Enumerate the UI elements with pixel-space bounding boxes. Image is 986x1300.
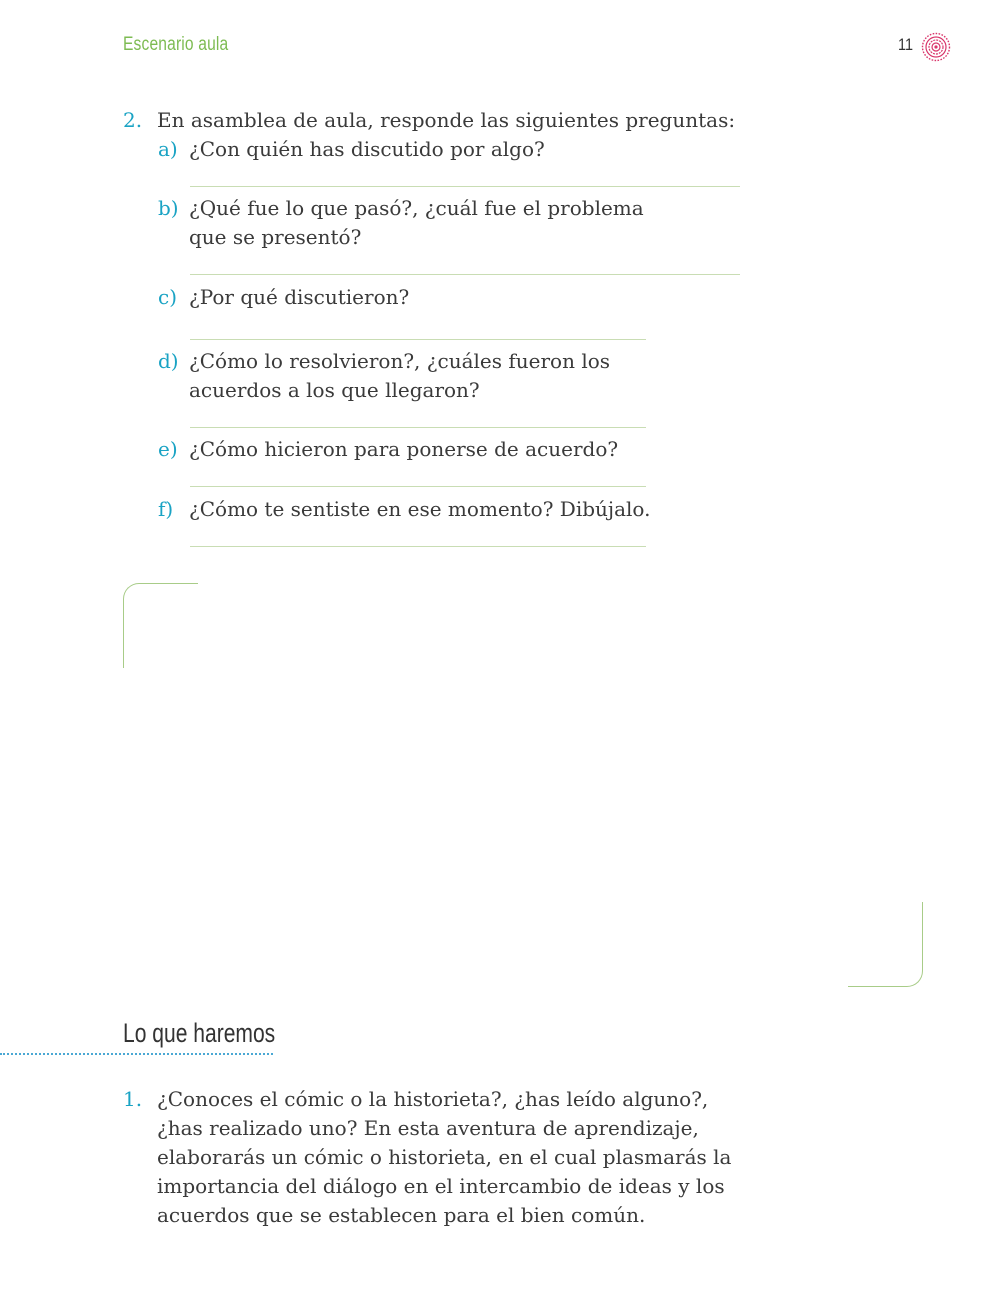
drawing-area-corner-bottom-right: [848, 902, 923, 987]
sub-question-c: [158, 283, 718, 312]
section-header: Escenario aula: [123, 34, 229, 55]
sub-question-letter: a): [158, 137, 178, 161]
sub-question-f: [158, 495, 718, 524]
sub-question-text: ¿Con quién has discutido por algo?: [189, 137, 545, 161]
sub-question-text: ¿Por qué discutieron?: [189, 285, 410, 309]
question-number: 2.: [123, 108, 143, 132]
sub-question-d: [158, 347, 718, 405]
answer-line-e[interactable]: [190, 486, 646, 487]
sub-question-letter: b): [158, 196, 179, 220]
sub-question-letter: f): [158, 497, 174, 521]
drawing-area-corner-top-left: [123, 583, 198, 668]
question-number: 1.: [123, 1087, 143, 1111]
page-number: 11: [898, 35, 914, 54]
section-divider: [0, 1053, 273, 1055]
answer-line-b[interactable]: [190, 274, 740, 275]
mandala-icon: [921, 32, 951, 62]
question-1: [123, 1085, 743, 1230]
section-title: Lo que haremos: [123, 1018, 276, 1048]
sub-question-text: ¿Qué fue lo que pasó?, ¿cuál fue el problema que se presentó?: [189, 196, 644, 249]
sub-question-letter: c): [158, 285, 178, 309]
question-text: En asamblea de aula, responde las siguientes preguntas:: [157, 108, 736, 132]
sub-question-text: ¿Cómo lo resolvieron?, ¿cuáles fueron los acuerdos a los que llegaron?: [189, 349, 611, 402]
sub-question-letter: d): [158, 349, 179, 373]
sub-question-text: ¿Cómo te sentiste en ese momento? Dibújalo.: [189, 497, 651, 521]
sub-question-a: [158, 135, 718, 164]
answer-line-f[interactable]: [190, 546, 646, 547]
sub-question-letter: e): [158, 437, 178, 461]
answer-line-c[interactable]: [190, 339, 646, 340]
sub-question-text: ¿Cómo hicieron para ponerse de acuerdo?: [189, 437, 619, 461]
question-text: ¿Conoces el cómic o la historieta?, ¿has leído alguno?, ¿has realizado uno? En esta aventura de aprendizaje, elaborarás un cómic o historieta, en el cual plasmarás la importancia del diálogo en el intercambio de ideas y los acuerdos que se establecen para el bien común.: [157, 1087, 732, 1227]
question-2: [123, 106, 823, 135]
answer-line-a[interactable]: [190, 186, 740, 187]
sub-question-b: [158, 194, 718, 252]
sub-question-e: [158, 435, 718, 464]
answer-line-d[interactable]: [190, 427, 646, 428]
